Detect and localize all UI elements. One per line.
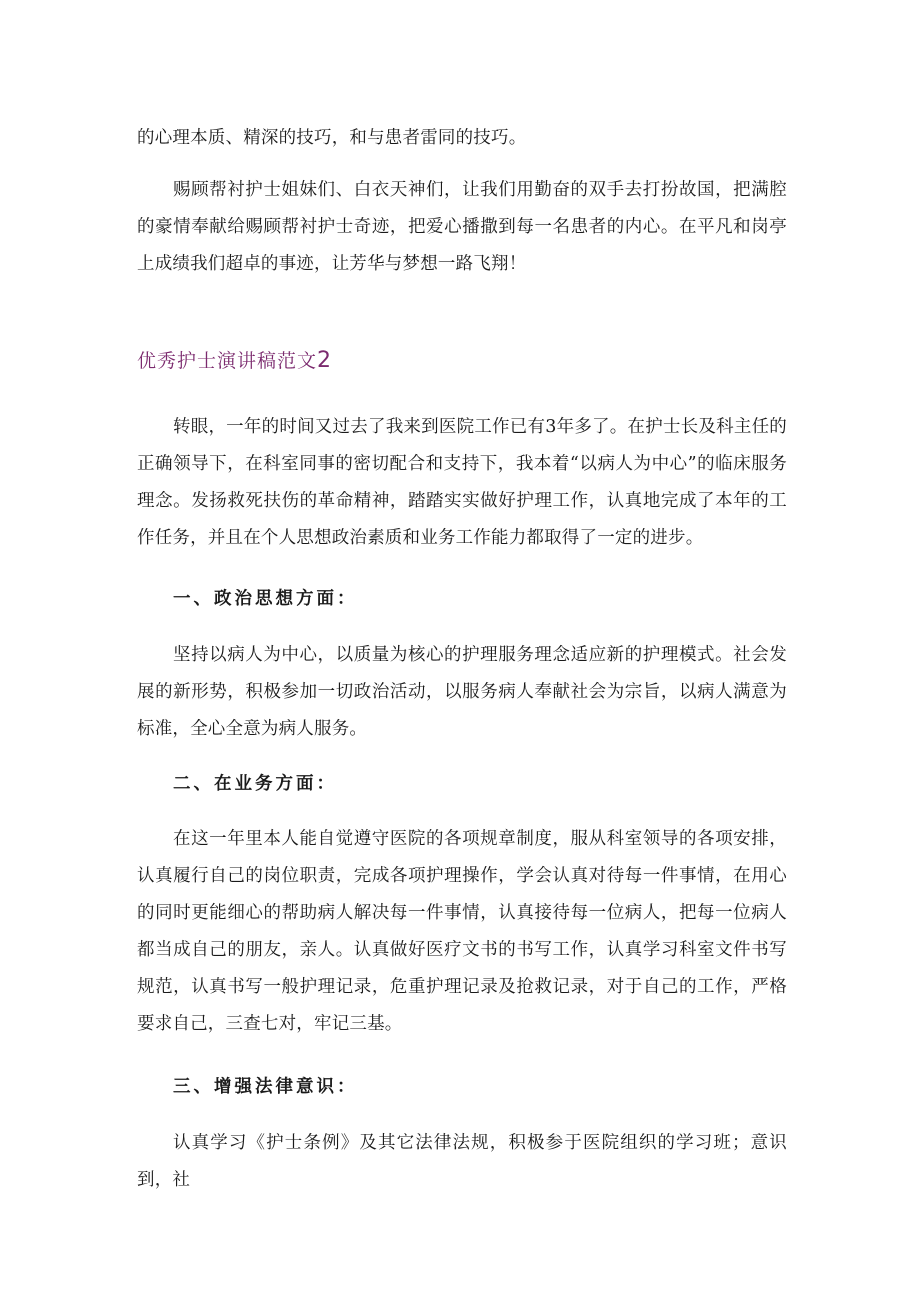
heading-business: 二、在业务方面： (173, 774, 337, 794)
heading-law: 三、增强法律意识： (173, 1077, 358, 1097)
paragraph-section2-intro: 转眼，一年的时间又过去了我来到医院工作已有3年多了。在护士长及科主任的正确领导下，在科室同事的密切配合和支持下，我本着“以病人为中心”的临床服务理念。发扬救死扶伤的革命精神，踏踏实实做好护理工作，认真地完成了本年的工作任务，并且在个人思想政治素质和业务工作能力都取得了一定的进步。 (137, 417, 787, 548)
paragraph-politics: 坚持以病人为中心，以质量为核心的护理服务理念适应新的护理模式。社会发展的新形势，积极参加一切政治活动，以服务病人奉献社会为宗旨，以病人满意为标准，全心全意为病人服务。 (137, 645, 787, 739)
paragraph-call-to-nurses: 赐顾帮衬护士姐妹们、白衣天神们，让我们用勤奋的双手去打扮故国，把满腔的豪情奉献给赐顾帮衬护士奇迹，把爱心播撒到每一名患者的内心。在平凡和岗亭上成绩我们超卓的事迹，让芳华与梦想一路飞翔！ (137, 180, 787, 274)
paragraph-law: 认真学习《护士条例》及其它法律法规，积极参于医院组织的学习班；意识到，社 (137, 1133, 787, 1190)
section-title (137, 346, 332, 376)
heading-politics: 一、政治思想方面： (173, 589, 358, 609)
paragraph-intro-tail: 的心理本质、精深的技巧，和与患者雷同的技巧。 (137, 128, 527, 148)
section-title-text: 优秀护士演讲稿范文 (137, 350, 318, 372)
section-title-number: 2 (317, 348, 333, 373)
paragraph-business: 在这一年里本人能自觉遵守医院的各项规章制度，服从科室领导的各项安排，认真履行自己的岗位职责，完成各项护理操作，学会认真对待每一件事情，在用心的同时更能细心的帮助病人解决每一件事情，认真接待每一位病人，把每一位病人都当成自己的朋友，亲人。认真做好医疗文书的书写工作，认真学习科室文件书写规范，认真书写一般护理记录，危重护理记录及抢救记录，对于自己的工作，严格要求自己，三查七对，牢记三基。 (137, 829, 787, 1034)
